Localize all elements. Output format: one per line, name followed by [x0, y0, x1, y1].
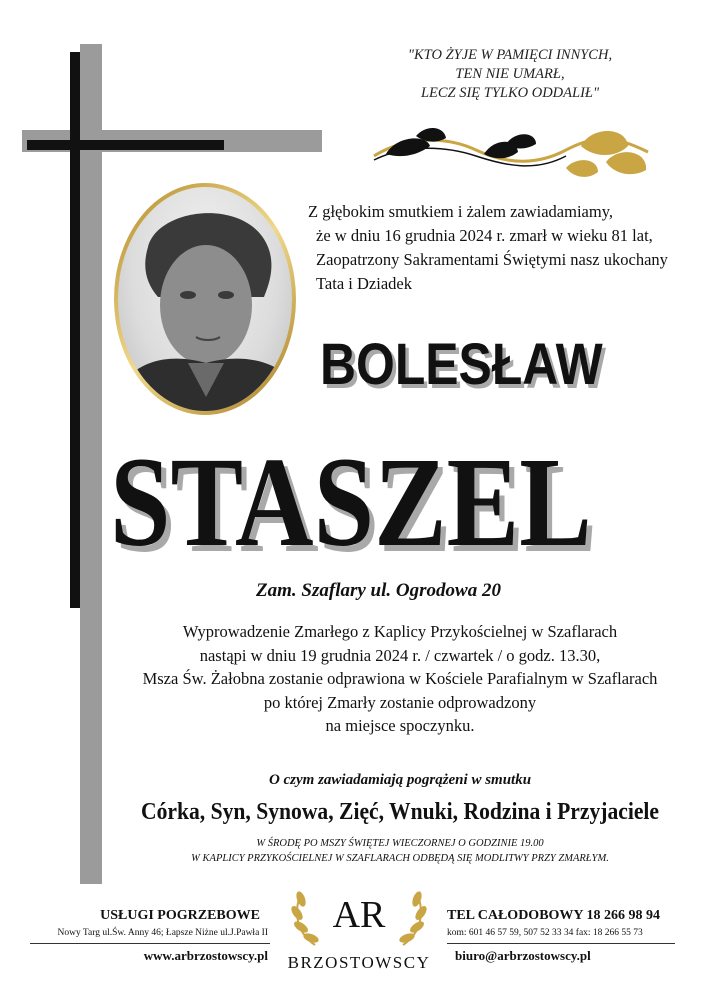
funeral-services-address: Nowy Targ ul.Św. Anny 46; Łapsze Niżne ul.J.Pawła II	[57, 928, 268, 938]
logo-company-name: BRZOSTOWSCY	[287, 953, 431, 972]
funeral-details	[90, 620, 710, 738]
portrait-photo	[118, 187, 292, 411]
residence-address: Zam. Szaflary ul. Ogrodowa 20	[256, 580, 501, 601]
funeral-line: po której Zmarły zostanie odprowadzony	[263, 692, 537, 712]
announcement-intro	[308, 200, 688, 296]
email-link[interactable]: biuro@arbrzostowscy.pl	[455, 948, 591, 963]
intro-line: Zaopatrzony Sakramentami Świętymi nasz ukochany	[316, 250, 668, 269]
cross-horizontal-bar	[27, 140, 224, 150]
intro-line: Tata i Dziadek	[316, 274, 412, 293]
portrait-silhouette-icon	[118, 187, 292, 411]
prayer-note	[110, 836, 690, 866]
prayer-note-line: W ŚRODĘ PO MSZY ŚWIĘTEJ WIECZORNEJ O GODZINIE 19.00	[256, 838, 544, 849]
leaf-ornament-icon	[366, 116, 656, 188]
logo-monogram: AR	[332, 894, 386, 936]
funeral-services-title: USŁUGI POGRZEBOWE	[100, 908, 260, 923]
website-link[interactable]: www.arbrzostowscy.pl	[143, 948, 268, 963]
quote-line: TEN NIE UMARŁ,	[455, 66, 565, 82]
footer-divider-right	[447, 943, 675, 944]
phone-24h: TEL CAŁODOBOWY 18 266 98 94	[447, 908, 661, 923]
cross-vertical-bar	[70, 52, 80, 608]
funeral-line: nastąpi w dniu 19 grudnia 2024 r. / czwartek / o godz. 13.30,	[199, 645, 601, 665]
memorial-quote	[360, 46, 660, 103]
company-logo	[275, 875, 443, 995]
funeral-line: Wyprowadzenie Zmarłego z Kaplicy Przykościelnej w Szaflarach	[182, 622, 618, 641]
prayer-note-line: W KAPLICY PRZYKOŚCIELNEJ W SZAFLARACH ODBĘDĄ SIĘ MODLITWY PRZY ZMARŁYM.	[191, 853, 609, 864]
funeral-line: na miejsce spoczynku.	[325, 716, 475, 735]
funeral-line: Msza Św. Żałobna zostanie odprawiona w Kościele Parafialnym w Szaflarach	[142, 669, 658, 688]
first-name: BOLESŁAW	[320, 332, 603, 397]
mourners-family: Córka, Syn, Synowa, Zięć, Wnuki, Rodzina i Przyjaciele	[140, 799, 660, 825]
mourners-intro: O czym zawiadamiają pogrążeni w smutku	[268, 772, 532, 788]
quote-line: LECZ SIĘ TYLKO ODDALIŁ"	[420, 85, 600, 101]
cross-shadow-vertical	[80, 44, 102, 884]
last-name: STASZEL	[110, 431, 592, 573]
intro-line: Z głębokim smutkiem i żalem zawiadamiamy,	[308, 202, 614, 221]
quote-line: "KTO ŻYJE W PAMIĘCI INNYCH,	[407, 47, 613, 63]
mobile-fax-numbers: kom: 601 46 57 59, 507 52 33 34 fax: 18 266 55 73	[447, 928, 643, 938]
footer-divider-left	[30, 943, 270, 944]
intro-line: że w dniu 16 grudnia 2024 r. zmarł w wieku 81 lat,	[316, 226, 653, 245]
